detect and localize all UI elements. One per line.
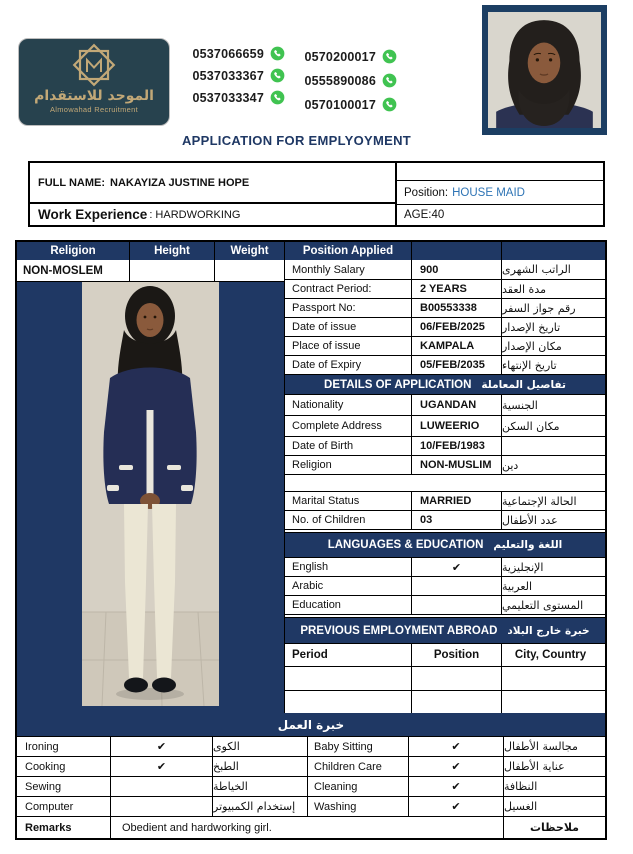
skill-row — [17, 757, 605, 777]
empty-cell — [397, 163, 603, 181]
phone-number-text: 0555890086 — [304, 73, 376, 88]
applicant-full-photo — [17, 282, 284, 715]
remarks-row — [17, 817, 605, 838]
applicant-portrait-photo — [482, 5, 607, 135]
phone-number — [185, 68, 285, 83]
check-mark — [412, 596, 502, 614]
phone-number — [185, 46, 285, 61]
religion-value: NON-MOSLEM — [17, 260, 130, 281]
phone-number — [297, 97, 397, 112]
field-label: Complete Address — [285, 416, 412, 436]
weight-value — [215, 260, 284, 281]
full-name-label: FULL NAME: — [38, 176, 106, 189]
empty-cell — [285, 667, 412, 690]
table-row — [285, 577, 605, 596]
field-value: 03 — [412, 511, 502, 529]
check-mark: ✔ — [412, 558, 502, 576]
skill-label: Children Care — [308, 757, 409, 776]
skill-label: Cleaning — [308, 777, 409, 796]
phone-list-right — [297, 49, 397, 112]
work-experience-value: : HARDWORKING — [149, 208, 241, 221]
skill-label-arabic: الطبخ — [213, 757, 308, 776]
empty-cell — [412, 691, 502, 715]
table-row — [285, 558, 605, 577]
age-value: AGE:40 — [404, 209, 445, 221]
table-row — [285, 456, 605, 475]
field-label: Arabic — [285, 577, 412, 595]
field-label: Marital Status — [285, 492, 412, 510]
field-label-arabic: مكان السكن — [502, 419, 560, 433]
field-value: 2 YEARS — [412, 280, 502, 298]
phone-number — [297, 49, 397, 64]
table-row — [285, 492, 605, 511]
field-label-arabic — [502, 437, 605, 455]
phone-number-text: 0537066659 — [192, 46, 264, 61]
field-label-arabic: رقم جواز السفر — [502, 301, 576, 315]
whatsapp-icon — [382, 97, 397, 112]
skill-label-arabic: الغسيل — [504, 800, 538, 813]
table-row — [285, 416, 605, 437]
work-experience-row — [30, 204, 395, 225]
skill-label-arabic: النظافة — [504, 780, 538, 793]
work-experience-label: Work Experience — [38, 207, 148, 222]
name-box — [28, 161, 605, 227]
full-body-image — [82, 282, 219, 706]
skill-label: Cooking — [17, 757, 111, 776]
header-religion: Religion — [17, 242, 130, 260]
skill-label: Sewing — [17, 777, 111, 796]
section-title-en: LANGUAGES & EDUCATION — [327, 539, 484, 551]
skill-row — [17, 777, 605, 797]
whatsapp-icon — [382, 49, 397, 64]
section-header-languages — [285, 533, 605, 558]
field-label: Date of Birth — [285, 437, 412, 455]
column-period: Period — [285, 644, 412, 666]
phone-number-text: 0570200017 — [304, 49, 376, 64]
section-header-details — [285, 375, 605, 395]
field-label-arabic: الإنجليزية — [502, 560, 544, 574]
table-row — [285, 260, 605, 280]
empty-row — [285, 691, 605, 715]
field-label: English — [285, 558, 412, 576]
skill-label: Ironing — [17, 737, 111, 756]
field-value: 05/FEB/2035 — [412, 356, 502, 374]
company-logo — [18, 38, 170, 126]
section-header-previous-employment — [285, 618, 605, 644]
field-value: 06/FEB/2025 — [412, 318, 502, 336]
skill-label: Computer — [17, 797, 111, 816]
application-details-table — [15, 240, 607, 717]
full-name-row — [30, 163, 395, 204]
phone-number-text: 0537033367 — [192, 68, 264, 83]
empty-row — [285, 667, 605, 691]
table-row — [285, 437, 605, 456]
section-title-ar: تفاصيل المعاملة — [481, 378, 566, 391]
field-label: Place of issue — [285, 337, 412, 355]
header-empty — [502, 242, 605, 260]
field-label: Contract Period: — [285, 280, 412, 298]
check-mark: ✔ — [409, 737, 504, 756]
phone-number-text: 0537033347 — [192, 90, 264, 105]
skill-row — [17, 797, 605, 817]
remarks-value: Obedient and hardworking girl. — [111, 817, 504, 838]
skill-label-arabic: مجالسة الأطفال — [504, 740, 578, 753]
empty-cell — [502, 691, 605, 715]
header-height: Height — [130, 242, 215, 260]
field-label: No. of Children — [285, 511, 412, 529]
field-label: Date of issue — [285, 318, 412, 336]
full-name-value: NAKAYIZA JUSTINE HOPE — [110, 176, 250, 189]
skill-label-arabic: الخياطة — [213, 777, 308, 796]
table-row — [285, 337, 605, 356]
field-label-arabic: الجنسية — [502, 398, 538, 412]
phone-number-text: 0570100017 — [304, 97, 376, 112]
phone-list-left — [185, 46, 285, 105]
remarks-label: Remarks — [17, 817, 111, 838]
whatsapp-icon — [270, 46, 285, 61]
whatsapp-icon — [382, 73, 397, 88]
header-weight: Weight — [215, 242, 285, 260]
check-mark: ✔ — [111, 757, 213, 776]
table-row — [285, 299, 605, 318]
field-value: NON-MUSLIM — [412, 456, 502, 474]
skill-row — [17, 737, 605, 757]
page-title: APPLICATION FOR EMPLYOYMENT — [181, 133, 412, 148]
empty-cell — [285, 691, 412, 715]
check-mark: ✔ — [409, 777, 504, 796]
field-label-arabic: العربية — [502, 579, 533, 593]
check-mark — [111, 797, 213, 816]
remarks-label-arabic: ملاحظات — [530, 821, 579, 834]
spacer-row — [285, 475, 605, 492]
header-position-applied: Position Applied — [285, 242, 412, 260]
field-label-arabic: الحالة الإجتماعية — [502, 494, 577, 508]
column-city-country: City, Country — [514, 649, 587, 661]
table-row — [285, 395, 605, 416]
position-value: HOUSE MAID — [452, 186, 525, 199]
table-row — [285, 356, 605, 375]
skill-label-arabic: عناية الأطفال — [504, 760, 565, 773]
skill-label: Baby Sitting — [308, 737, 409, 756]
position-label: Position: — [404, 186, 449, 199]
field-label: Nationality — [285, 395, 412, 415]
portrait-image — [488, 12, 601, 128]
field-label: Date of Expiry — [285, 356, 412, 374]
field-value: LUWEERIO — [412, 416, 502, 436]
field-label-arabic: مكان الإصدار — [502, 339, 562, 353]
table-row — [285, 318, 605, 337]
table-row — [285, 280, 605, 299]
check-mark: ✔ — [111, 737, 213, 756]
position-row — [397, 181, 603, 205]
section-header-work-experience: خبرة العمل — [17, 713, 605, 737]
logo-english-text: Almowahad Recruitment — [49, 105, 138, 114]
skill-label: Washing — [308, 797, 409, 816]
height-value — [130, 260, 215, 281]
section-title-ar: اللغة والتعليم — [493, 539, 563, 551]
table-row — [285, 511, 605, 530]
skills-table — [15, 713, 607, 840]
logo-emblem-icon — [72, 43, 116, 89]
field-label-arabic: المستوى التعليمي — [502, 598, 584, 612]
check-mark: ✔ — [409, 797, 504, 816]
section-title-ar: خبرة خارج البلاد — [507, 624, 590, 637]
field-value: B00553338 — [412, 299, 502, 317]
field-value: MARRIED — [412, 492, 502, 510]
field-value: 10/FEB/1983 — [412, 437, 502, 455]
check-mark: ✔ — [409, 757, 504, 776]
skill-label-arabic: إستخدام الكمبيوتر — [213, 797, 308, 816]
section-title-en: PREVIOUS EMPLOYMENT ABROAD — [300, 624, 498, 637]
field-value: 900 — [412, 260, 502, 279]
check-mark — [111, 777, 213, 796]
field-label: Monthly Salary — [285, 260, 412, 279]
field-value: KAMPALA — [412, 337, 502, 355]
phone-number — [297, 73, 397, 88]
empty-cell — [502, 667, 605, 690]
logo-arabic-text: الموحد للاستقدام — [34, 88, 154, 104]
skill-label-arabic: الكوى — [213, 737, 308, 756]
header-empty — [412, 242, 502, 260]
field-value: UGANDAN — [412, 395, 502, 415]
field-label-arabic: عدد الأطفال — [502, 513, 558, 527]
field-label-arabic: مدة العقد — [502, 282, 546, 296]
previous-employment-columns-row — [285, 644, 605, 667]
field-label: Education — [285, 596, 412, 614]
field-label-arabic: الراتب الشهرى — [502, 263, 571, 276]
whatsapp-icon — [270, 68, 285, 83]
field-label: Passport No: — [285, 299, 412, 317]
table-row — [285, 596, 605, 615]
check-mark — [412, 577, 502, 595]
field-label: Religion — [285, 456, 412, 474]
phone-number — [185, 90, 285, 105]
field-label-arabic: تاريخ الإصدار — [502, 320, 561, 334]
empty-cell — [412, 667, 502, 690]
religion-row — [17, 260, 284, 282]
column-position: Position — [412, 644, 502, 666]
field-label-arabic: دين — [502, 458, 519, 472]
field-label-arabic: تاريخ الإنتهاء — [502, 358, 557, 372]
table-header-row — [17, 242, 605, 260]
section-title-en: DETAILS OF APPLICATION — [324, 378, 472, 391]
whatsapp-icon — [270, 90, 285, 105]
